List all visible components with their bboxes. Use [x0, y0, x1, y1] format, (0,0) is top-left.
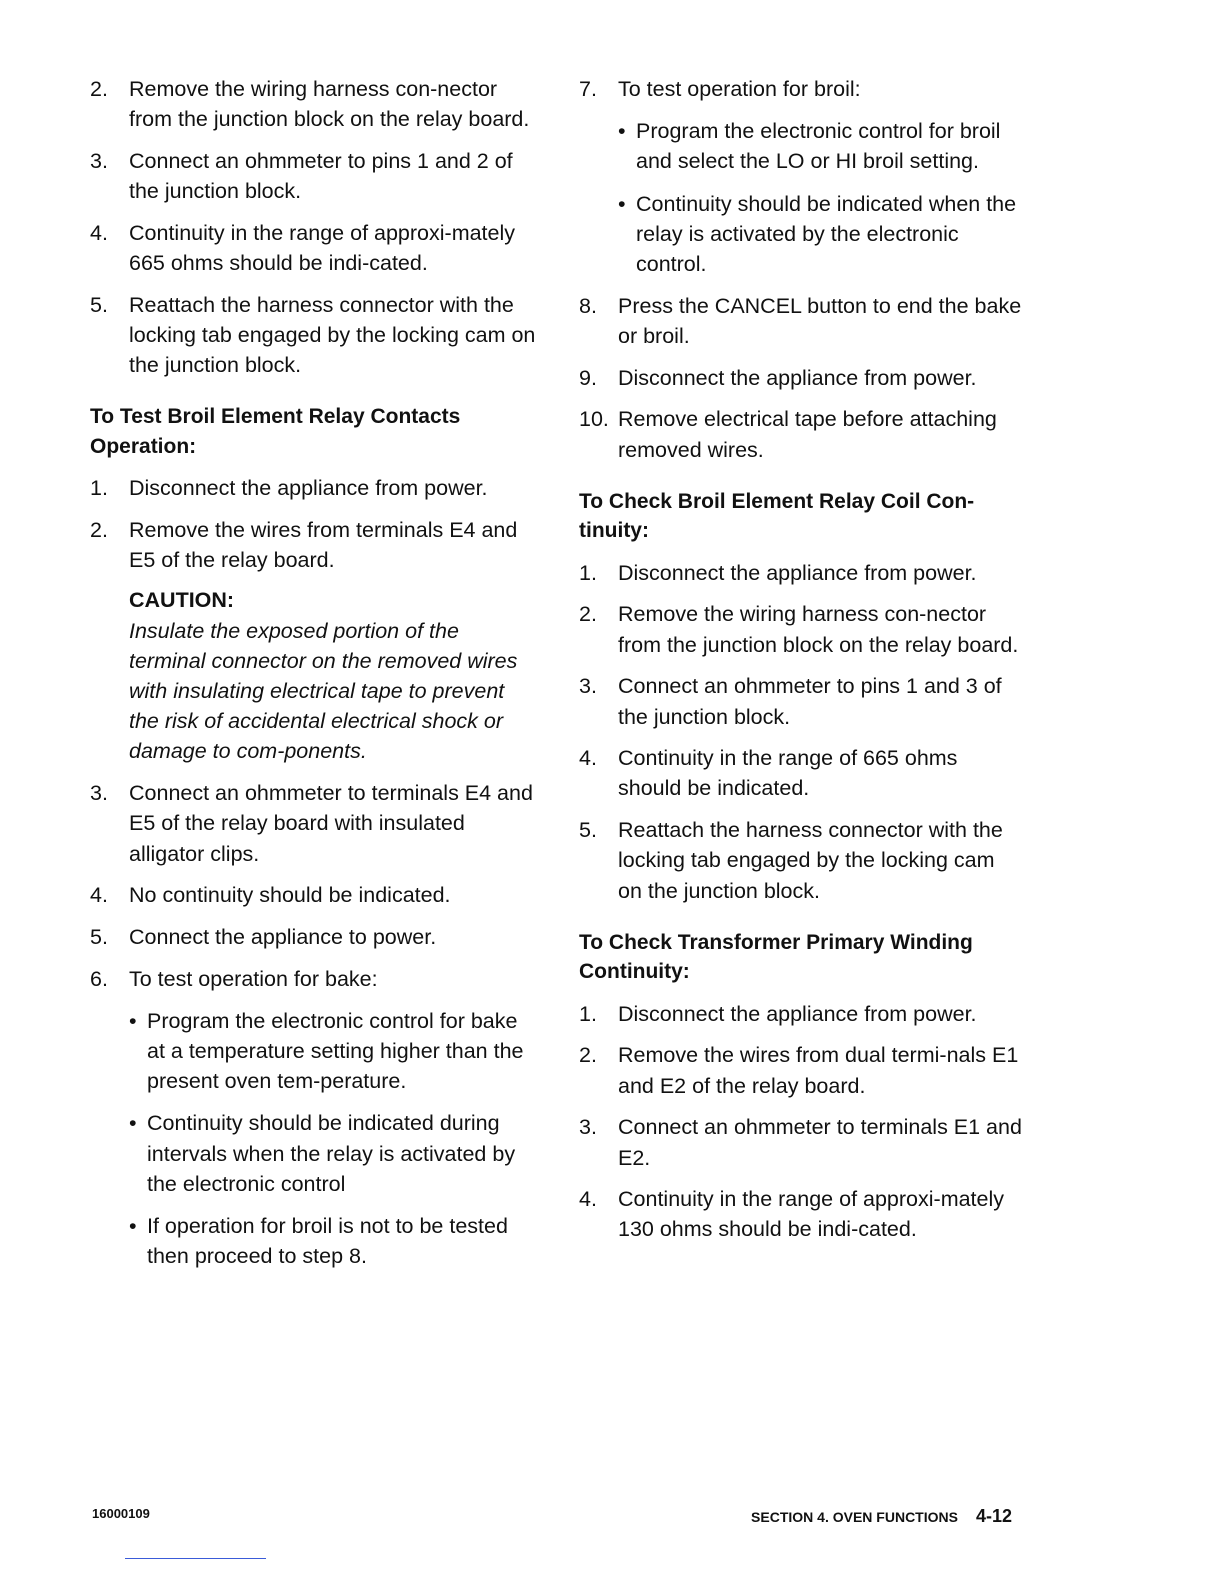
step-number: 2. [579, 1043, 597, 1068]
step-item [90, 922, 540, 952]
step-item [90, 964, 540, 1272]
step-number: 5. [90, 292, 108, 317]
step-text: Continuity in the range of 665 ohms should be indicated. [618, 746, 958, 801]
step-item [579, 671, 1024, 731]
step-number: 2. [579, 602, 597, 627]
bullet-text: Program the electronic control for broil and select the LO or HI broil setting. [636, 119, 1001, 174]
step-number: 3. [579, 1115, 597, 1140]
step-text: No continuity should be indicated. [129, 883, 451, 908]
step-number: 3. [90, 781, 108, 806]
left-column [90, 74, 540, 1283]
step-text: Connect an ohmmeter to terminals E4 and E5 of the relay board with insulated alligator clips. [129, 781, 533, 866]
caution-text: Insulate the exposed portion of the terminal connector on the removed wires with insulating electrical tape to prevent the risk of accidental electrical shock or damage to com-ponents. [129, 618, 518, 764]
bullet-item [129, 1006, 540, 1097]
step-item [90, 146, 540, 206]
step-text: Connect the appliance to power. [129, 924, 437, 949]
step-text: Disconnect the appliance from power. [129, 476, 488, 501]
step-number: 2. [90, 77, 108, 101]
step-text: Connect an ohmmeter to pins 1 and 2 of the junction block. [129, 148, 513, 204]
step-number: 5. [90, 924, 108, 949]
step-text: To test operation for broil: [618, 77, 861, 101]
step-text: Press the CANCEL button to end the bake or broil. [618, 293, 1022, 348]
step-number: 3. [90, 148, 108, 173]
step-text: Remove the wiring harness con-nector from the junction block on the relay board. [129, 77, 530, 132]
step-text: Connect an ohmmeter to pins 1 and 3 of the junction block. [618, 674, 1002, 729]
step-item [579, 1112, 1024, 1172]
step-item [579, 363, 1024, 393]
step-number: 4. [579, 746, 597, 771]
bullet-text: Continuity should be indicated during intervals when the relay is activated by the electronic control [147, 1111, 516, 1196]
step-item [579, 558, 1024, 588]
step-number: 4. [90, 220, 108, 245]
step-text: Continuity in the range of approxi-mately 665 ohms should be indi-cated. [129, 220, 516, 276]
bullet-item [129, 1211, 540, 1271]
page-number: 4-12 [975, 1506, 1012, 1526]
bullet-text: Program the electronic control for bake at a temperature setting higher than the present oven tem-perature. [147, 1008, 524, 1094]
step-text: Remove the wiring harness con-nector from the junction block on the relay board. [618, 602, 1019, 657]
step-item [579, 815, 1024, 906]
step-text: Disconnect the appliance from power. [618, 560, 977, 585]
step-number: 1. [90, 476, 108, 501]
bullet-text: Continuity should be indicated when the relay is activated by the electronic control. [636, 191, 1017, 277]
caution-label: CAUTION: [129, 588, 235, 613]
step-item [579, 291, 1024, 351]
step-body [129, 964, 540, 1272]
step-text: Remove electrical tape before attaching removed wires. [618, 407, 997, 462]
step-item [579, 743, 1024, 803]
step-number: 8. [579, 293, 597, 318]
bullet-dot-icon: • [618, 191, 626, 216]
step-item [579, 599, 1024, 659]
step-item [90, 880, 540, 910]
step-text: Reattach the harness connector with the locking tab engaged by the locking cam on the junction block. [129, 292, 536, 378]
step-item [90, 473, 540, 503]
section-heading: To Check Broil Element Relay Coil Con-tinuity: [579, 489, 975, 543]
step-number: 7. [579, 77, 597, 101]
step-item [90, 515, 540, 767]
step-number: 4. [579, 1187, 597, 1212]
step-item [579, 1040, 1024, 1100]
bullet-dot-icon: • [129, 1214, 137, 1239]
bullet-item [618, 189, 1024, 280]
left-top-steps [90, 74, 540, 380]
document-number: 16000109 [92, 1506, 150, 1521]
step-text: Disconnect the appliance from power. [618, 1001, 977, 1026]
step-text: To test operation for bake: [129, 966, 378, 991]
step-number: 5. [579, 818, 597, 843]
step-item [90, 74, 540, 134]
step-body [129, 515, 540, 767]
step-number: 3. [579, 674, 597, 699]
step-item [90, 218, 540, 278]
divider [125, 1558, 266, 1559]
step-number: 1. [579, 560, 597, 585]
step-number: 6. [90, 966, 108, 991]
step-text: Connect an ohmmeter to terminals E1 and E2. [618, 1115, 1022, 1170]
step-number: 10. [579, 407, 609, 432]
step-item [579, 404, 1024, 464]
step-number: 4. [90, 883, 108, 908]
step-number: 9. [579, 365, 597, 390]
section-title: SECTION 4. OVEN FUNCTIONS [751, 1509, 958, 1525]
step-item [90, 290, 540, 381]
page-footer [751, 1506, 1012, 1527]
step-item [579, 74, 1024, 279]
section-heading: To Test Broil Element Relay Contacts Operation: [90, 405, 461, 458]
step-number: 1. [579, 1001, 597, 1026]
step-text: Remove the wires from terminals E4 and E5 of the relay board. [129, 518, 518, 573]
step-item [90, 778, 540, 869]
step-text: Continuity in the range of approxi-mately 130 ohms should be indi-cated. [618, 1187, 1005, 1242]
step-text: Remove the wires from dual termi-nals E1 and E2 of the relay board. [618, 1043, 1019, 1098]
step-item [579, 999, 1024, 1029]
step-item [579, 1184, 1024, 1244]
bullet-dot-icon: • [129, 1111, 137, 1136]
bullet-dot-icon: • [129, 1008, 137, 1033]
bullet-item [618, 116, 1024, 176]
step-text: Disconnect the appliance from power. [618, 365, 977, 390]
step-number: 2. [90, 518, 108, 543]
section-heading: To Check Transformer Primary Winding Continuity: [579, 930, 973, 984]
bullet-item [129, 1108, 540, 1199]
step-text: Reattach the harness connector with the locking tab engaged by the locking cam on the junction block. [618, 818, 1003, 903]
step-body [618, 74, 1024, 279]
bullet-text: If operation for broil is not to be tested then proceed to step 8. [147, 1214, 508, 1269]
bullet-dot-icon: • [618, 119, 626, 144]
right-column [579, 74, 1024, 1256]
